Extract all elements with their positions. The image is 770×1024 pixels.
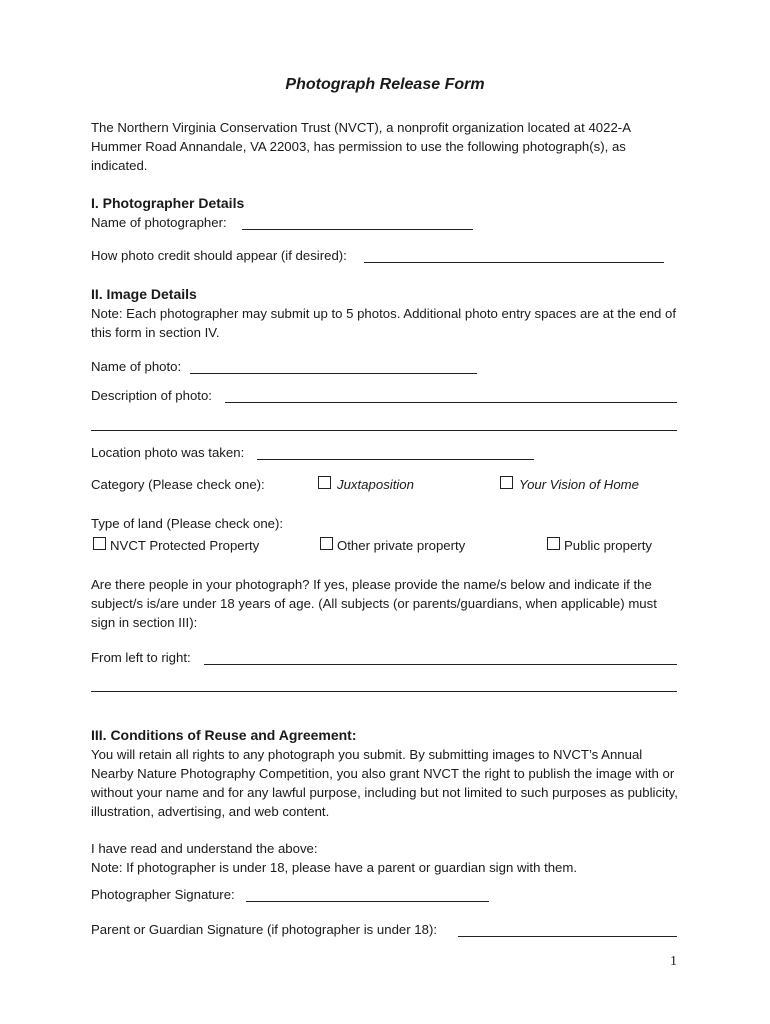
- photo-description-field-line2[interactable]: [91, 430, 677, 431]
- photographer-signature-label: Photographer Signature:: [91, 887, 235, 902]
- photo-credit-label: How photo credit should appear (if desired):: [91, 248, 347, 263]
- section3-heading: III. Conditions of Reuse and Agreement:: [91, 727, 357, 743]
- photo-description-label: Description of photo:: [91, 388, 212, 403]
- photographer-signature-field[interactable]: [246, 901, 489, 902]
- page-number: 1: [670, 954, 677, 969]
- photo-name-label: Name of photo:: [91, 359, 182, 374]
- section1-heading: I. Photographer Details: [91, 195, 245, 211]
- intro-paragraph: The Northern Virginia Conservation Trust (NVCT), a nonprofit organization located at 4022-A Hummer Road Annandale, VA 22003, has permission to use the following photograph(s), as indicated.: [91, 120, 631, 173]
- left-to-right-field-line2[interactable]: [91, 691, 677, 692]
- land-public-property-label: Public property: [564, 538, 652, 553]
- minor-note-text: Note: If photographer is under 18, please have a parent or guardian sign with them.: [91, 860, 578, 875]
- land-other-private-label: Other private property: [337, 538, 466, 553]
- read-understand-text: I have read and understand the above:: [91, 841, 318, 856]
- photographer-name-field[interactable]: [242, 229, 473, 230]
- people-question: Are there people in your photograph? If yes, please provide the name/s below and indicate if the subject/s is/are under 18 years of age. (All subjects (or parents/guardians, when applicable) must sign in section III):: [91, 577, 657, 630]
- photo-name-field[interactable]: [190, 373, 477, 374]
- guardian-signature-field[interactable]: [458, 936, 677, 937]
- left-to-right-field[interactable]: [204, 664, 677, 665]
- category-juxtaposition-label: Juxtaposition: [337, 477, 414, 492]
- category-label: Category (Please check one):: [91, 477, 265, 492]
- land-type-label: Type of land (Please check one):: [91, 516, 284, 531]
- photographer-name-label: Name of photographer:: [91, 215, 227, 230]
- land-public-property-checkbox[interactable]: [547, 537, 560, 550]
- land-nvct-protected-label: NVCT Protected Property: [110, 538, 260, 553]
- category-vision-of-home-label: Your Vision of Home: [519, 477, 639, 492]
- guardian-signature-label: Parent or Guardian Signature (if photographer is under 18):: [91, 922, 438, 937]
- left-to-right-label: From left to right:: [91, 650, 191, 665]
- section2-heading: II. Image Details: [91, 286, 197, 302]
- photo-description-field[interactable]: [225, 402, 677, 403]
- photo-location-field[interactable]: [257, 459, 534, 460]
- category-vision-of-home-checkbox[interactable]: [500, 476, 513, 489]
- photo-credit-field[interactable]: [364, 262, 664, 263]
- land-nvct-protected-checkbox[interactable]: [93, 537, 106, 550]
- section2-note: Note: Each photographer may submit up to 5 photos. Additional photo entry spaces are at the end of this form in section IV.: [91, 306, 677, 340]
- form-title: Photograph Release Form: [285, 76, 485, 93]
- photo-location-label: Location photo was taken:: [91, 445, 245, 460]
- category-juxtaposition-checkbox[interactable]: [318, 476, 331, 489]
- reuse-conditions-text: You will retain all rights to any photograph you submit. By submitting images to NVCT’s Annual Nearby Nature Photography Competition, you also grant NVCT the right to publish the image with or without your name and for any lawful purpose, including but not limited to such purposes as publicity, illustration, advertising, and web content.: [91, 747, 678, 819]
- land-other-private-checkbox[interactable]: [320, 537, 333, 550]
